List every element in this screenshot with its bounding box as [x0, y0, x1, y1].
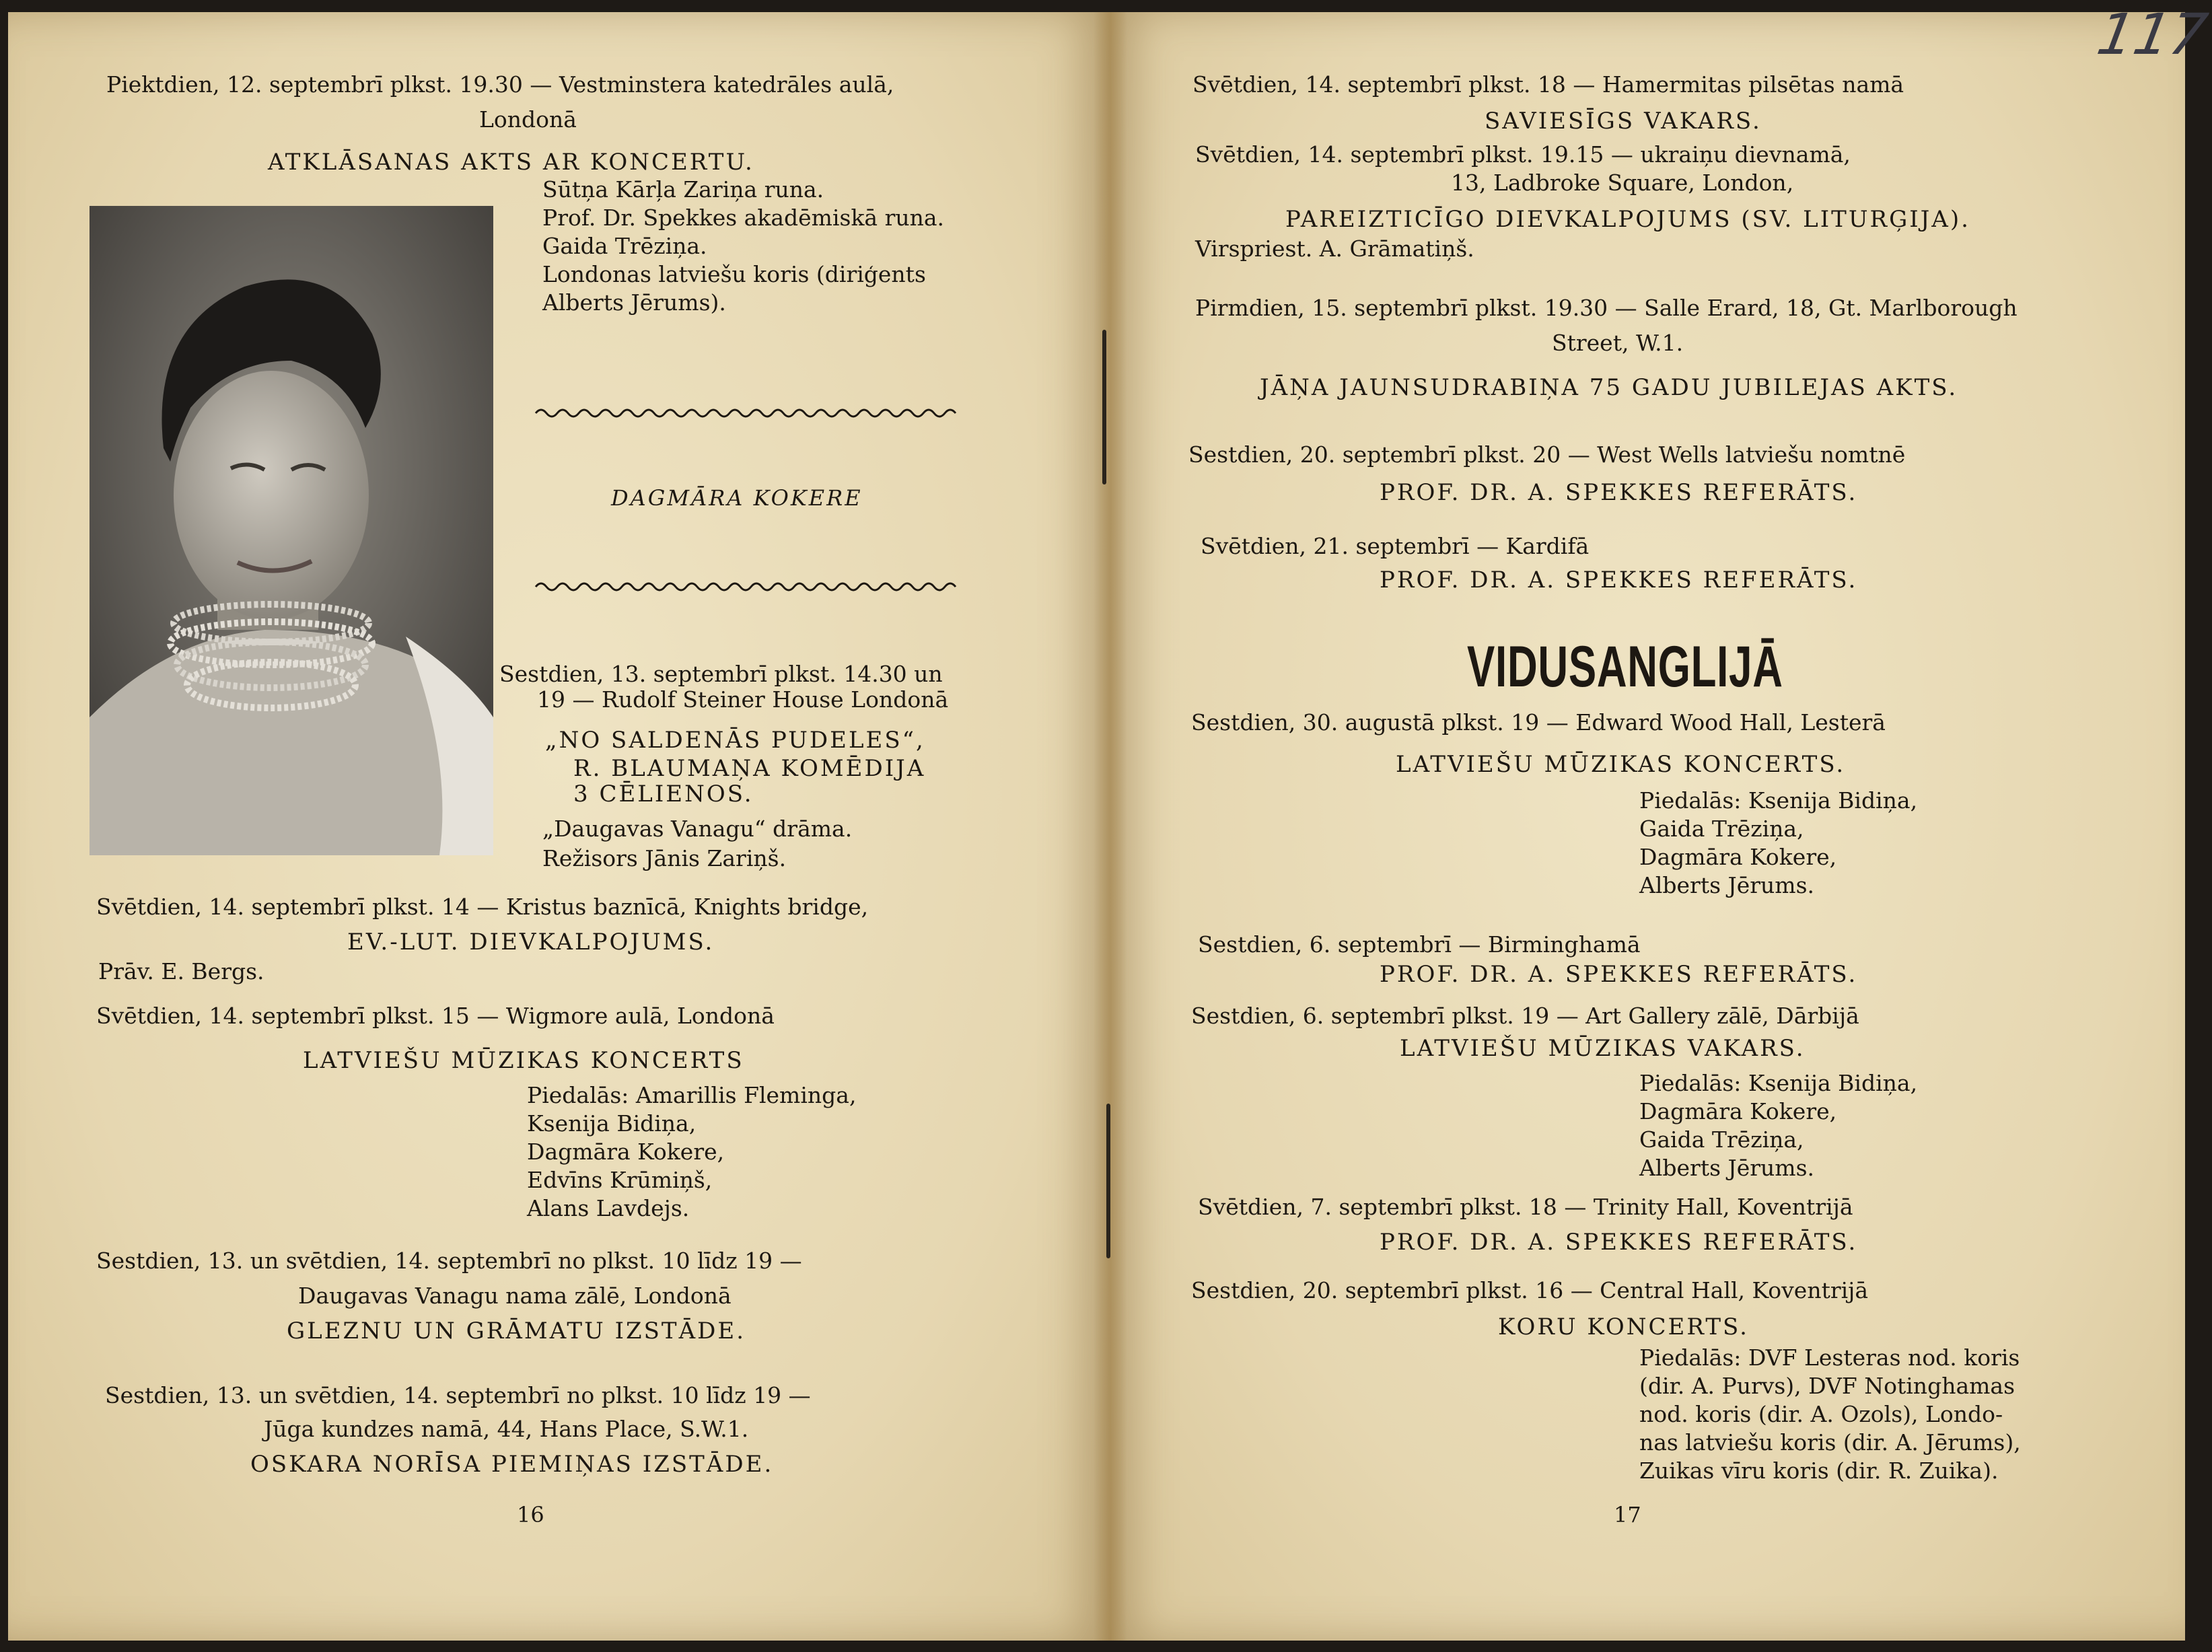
event-title: LATVIEŠU MŪZIKAS KONCERTS. — [1396, 751, 1846, 778]
event-detail: Dagmāra Kokere, — [527, 1139, 725, 1165]
event-line: Svētdien, 7. septembrī plkst. 18 — Trinity Hall, Koventrijā — [1198, 1194, 1853, 1220]
event-title: R. BLAUMAŅA KOMĒDIJA — [573, 755, 926, 782]
event-title: SAVIESĪGS VAKARS. — [1485, 108, 1762, 135]
page-number: 16 — [517, 1502, 544, 1528]
decorative-wave-divider — [536, 580, 960, 594]
event-detail: Prof. Dr. Spekkes akadēmiskā runa. — [542, 205, 945, 231]
event-line: Jūga kundzes namā, 44, Hans Place, S.W.1. — [264, 1416, 749, 1442]
book-gutter — [1094, 12, 1127, 1641]
event-detail: „Daugavas Vanagu“ drāma. — [542, 816, 853, 842]
event-line: 13, Ladbroke Square, London, — [1451, 170, 1794, 196]
event-line: Sestdien, 30. augustā plkst. 19 — Edward Wood Hall, Lesterā — [1191, 709, 1886, 735]
event-title: LATVIEŠU MŪZIKAS VAKARS. — [1400, 1035, 1806, 1062]
event-detail: Zuikas vīru koris (dir. R. Zuika). — [1639, 1458, 1999, 1484]
event-detail: Gaida Trēziņa, — [1639, 816, 1804, 842]
event-line: Sestdien, 13. septembrī plkst. 14.30 un — [499, 661, 943, 687]
event-line: Sestdien, 6. septembrī — Birminghamā — [1198, 931, 1641, 958]
event-title: „NO SALDENĀS PUDELES“, — [545, 727, 925, 754]
event-title: 3 CĒLIENOS. — [573, 781, 754, 807]
binding-stitch — [1106, 1104, 1110, 1258]
event-title: GLEZNU UN GRĀMATU IZSTĀDE. — [287, 1318, 746, 1344]
event-detail: nas latviešu koris (dir. A. Jērums), — [1639, 1429, 2021, 1456]
event-title: PAREIZTICĪGO DIEVKALPOJUMS (SV. LITURĢIJA). — [1285, 206, 1970, 233]
event-title: PROF. DR. A. SPEKKES REFERĀTS. — [1380, 961, 1858, 988]
event-line: Sestdien, 20. septembrī plkst. 20 — West Wells latviešu nomtnē — [1188, 441, 1906, 468]
event-line: Sestdien, 13. un svētdien, 14. septembrī no plkst. 10 līdz 19 — — [105, 1382, 811, 1408]
event-detail: Alberts Jērums. — [1639, 1155, 1815, 1181]
event-title: PROF. DR. A. SPEKKES REFERĀTS. — [1380, 479, 1858, 506]
handwritten-number: 117 — [2092, 1, 2212, 67]
event-line: Sestdien, 6. septembrī plkst. 19 — Art Gallery zālē, Dārbijā — [1191, 1003, 1859, 1029]
event-detail: Alberts Jērums. — [1639, 872, 1815, 898]
event-detail: Gaida Trēziņa, — [1639, 1126, 1804, 1153]
event-detail: Virspriest. A. Grāmatiņš. — [1195, 236, 1474, 262]
event-detail: nod. koris (dir. A. Ozols), Londo- — [1639, 1401, 2003, 1427]
event-title: PROF. DR. A. SPEKKES REFERĀTS. — [1380, 567, 1858, 594]
event-line: Sestdien, 20. septembrī plkst. 16 — Central Hall, Koventrijā — [1191, 1277, 1869, 1303]
event-title: JĀŅA JAUNSUDRABIŅA 75 GADU JUBILEJAS AKTS. — [1260, 374, 1958, 401]
event-detail: Gaida Trēziņa. — [542, 233, 707, 259]
event-title: ATKLĀSANAS AKTS AR KONCERTU. — [268, 149, 754, 176]
event-detail: Piedalās: Ksenija Bidiņa, — [1639, 1070, 1918, 1096]
event-line: Svētdien, 21. septembrī — Kardifā — [1201, 533, 1590, 559]
event-detail: Prāv. E. Bergs. — [98, 958, 264, 984]
event-line: Svētdien, 14. septembrī plkst. 15 — Wigmore aulā, Londonā — [96, 1003, 775, 1029]
event-line: Piektdien, 12. septembrī plkst. 19.30 — Vestminstera katedrāles aulā, — [106, 71, 894, 98]
event-detail: Dagmāra Kokere, — [1639, 1098, 1837, 1124]
event-detail: Piedalās: DVF Lesteras nod. koris — [1639, 1344, 2020, 1371]
event-line: 19 — Rudolf Steiner House Londonā — [537, 686, 949, 713]
event-detail: Alberts Jērums). — [542, 289, 726, 316]
event-line: Svētdien, 14. septembrī plkst. 19.15 — ukraiņu dievnamā, — [1195, 141, 1851, 168]
event-title: EV.-LUT. DIEVKALPOJUMS. — [347, 929, 715, 956]
event-detail: Režisors Jānis Zariņš. — [542, 845, 787, 871]
event-line: Street, W.1. — [1552, 330, 1684, 356]
event-detail: (dir. A. Purvs), DVF Notinghamas — [1639, 1373, 2015, 1399]
event-line: Svētdien, 14. septembrī plkst. 18 — Hamermitas pilsētas namā — [1192, 71, 1904, 98]
event-line: Londonā — [479, 106, 577, 133]
event-detail: Londonas latviešu koris (diriģents — [542, 261, 926, 287]
event-detail: Sūtņa Kārļa Zariņa runa. — [542, 176, 824, 203]
event-title: LATVIEŠU MŪZIKAS KONCERTS — [303, 1047, 744, 1074]
event-title: KORU KONCERTS. — [1498, 1314, 1749, 1340]
binding-stitch — [1102, 330, 1106, 484]
event-line: Svētdien, 14. septembrī plkst. 14 — Kristus baznīcā, Knights bridge, — [96, 894, 869, 920]
event-line: Pirmdien, 15. septembrī plkst. 19.30 — Salle Erard, 18, Gt. Marlborough — [1195, 295, 2018, 321]
event-title: OSKARA NORĪSA PIEMIŅAS IZSTĀDE. — [250, 1451, 774, 1478]
event-detail: Piedalās: Ksenija Bidiņa, — [1639, 787, 1918, 814]
section-heading: VIDUSANGLIJĀ — [1467, 635, 1783, 699]
portrait-photo — [90, 206, 493, 855]
event-detail: Piedalās: Amarillis Fleminga, — [527, 1082, 857, 1108]
page-number: 17 — [1614, 1502, 1641, 1528]
event-title: PROF. DR. A. SPEKKES REFERĀTS. — [1380, 1229, 1858, 1256]
decorative-wave-divider — [536, 406, 960, 420]
event-detail: Ksenija Bidiņa, — [527, 1110, 697, 1137]
photo-caption: DAGMĀRA KOKERE — [611, 485, 863, 511]
event-detail: Edvīns Krūmiņš, — [527, 1167, 713, 1193]
event-line: Sestdien, 13. un svētdien, 14. septembrī no plkst. 10 līdz 19 — — [96, 1248, 802, 1274]
event-detail: Dagmāra Kokere, — [1639, 844, 1837, 870]
event-detail: Alans Lavdejs. — [527, 1195, 690, 1221]
event-line: Daugavas Vanagu nama zālē, Londonā — [298, 1283, 732, 1309]
